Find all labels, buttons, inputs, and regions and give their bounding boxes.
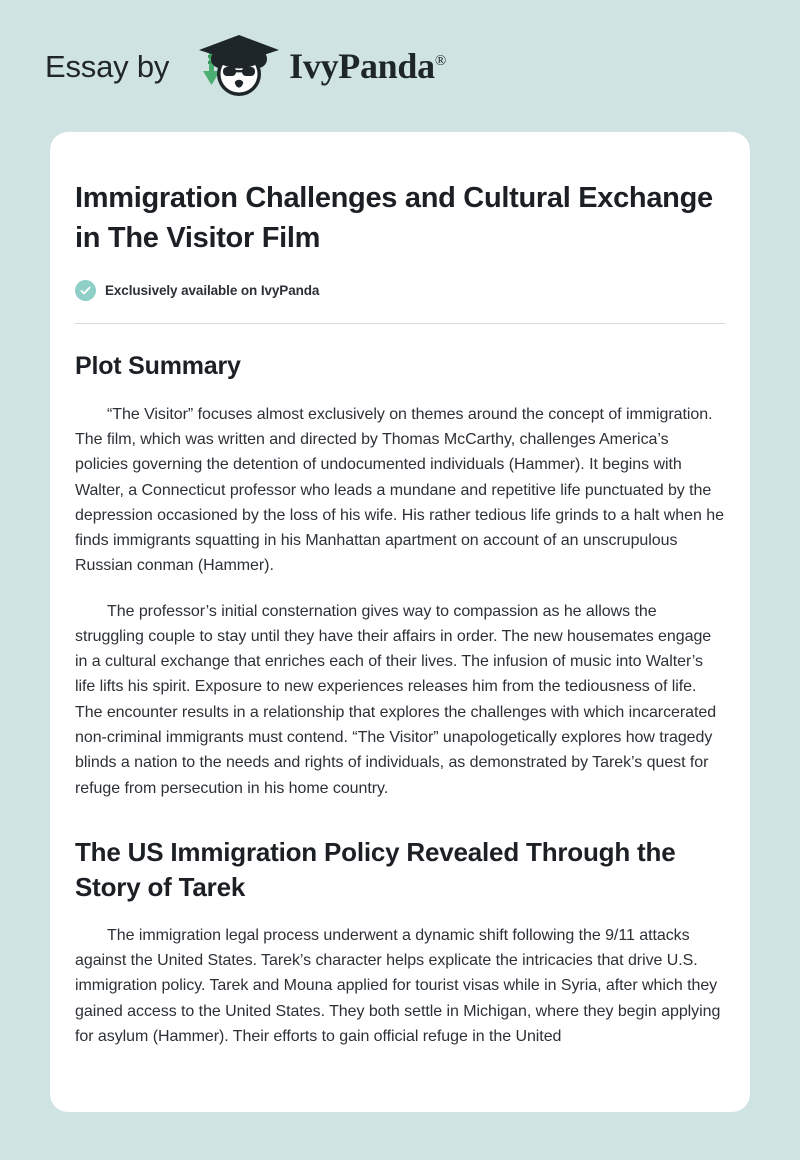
essay-document-card: [50, 132, 750, 1112]
header-divider: [75, 323, 725, 324]
ivypanda-panda-graduate-logo-icon: [187, 33, 283, 99]
brand-name: IvyPanda: [289, 46, 435, 86]
badge-label: Exclusively available on IvyPanda: [105, 283, 320, 299]
page-title: Immigration Challenges and Cultural Exchange in The Visitor Film: [75, 182, 713, 255]
registered-mark: ®: [434, 53, 446, 69]
exclusive-availability-badge: [75, 280, 725, 301]
paragraph: “The Visitor” focuses almost exclusively on themes around the concept of immigration. The film, which was written and directed by Thomas McCarthy, challenges America’s policies governing the detention of undocumented individuals (Hammer). It begins with Walter, a Connecticut professor who leads a mundane and repetitive life punctuated by the depression occasioned by the loss of his wife. His rather tedious life grinds to a halt when he finds immigrants squatting in his Manhattan apartment on account of an unscrupulous Russian conman (Hammer).: [75, 405, 724, 575]
paragraph: The professor’s initial consternation gives way to compassion as he allows the struggling couple to stay until they have their affairs in order. The new housemates engage in a cultural exchange that enriches each of their lives. The infusion of music into Walter’s life lifts his spirit. Exposure to new experiences releases him from the tediousness of life. The encounter results in a relationship that explores the challenges with which incarcerated non-criminal immigrants must contend. “The Visitor” unapologetically explores how tragedy blinds a nation to the needs and rights of individuals, as demonstrated by Tarek’s quest for refuge from persecution in his home country.: [75, 602, 717, 797]
section-heading-plot-summary: Plot Summary: [75, 352, 241, 381]
brand-wordmark: [289, 48, 446, 84]
essay-by-label: Essay by: [45, 48, 170, 84]
paragraph: The immigration legal process underwent a dynamic shift following the 9/11 attacks against the United States. Tarek’s character helps explicate the intricacies that drive U.S. immigration policy. Tarek and Mouna applied for tourist visas while in Syria, after which they gained access to the United States. They both settle in Michigan, where they begin applying for asylum (Hammer). Their efforts to gain official refuge in the United: [75, 926, 721, 1046]
ivypanda-logo[interactable]: [187, 33, 446, 99]
section-heading-us-immigration-policy: The US Immigration Policy Revealed Through the Story of Tarek: [75, 836, 676, 902]
brand-header: [0, 0, 800, 132]
check-circle-icon: [75, 280, 96, 301]
